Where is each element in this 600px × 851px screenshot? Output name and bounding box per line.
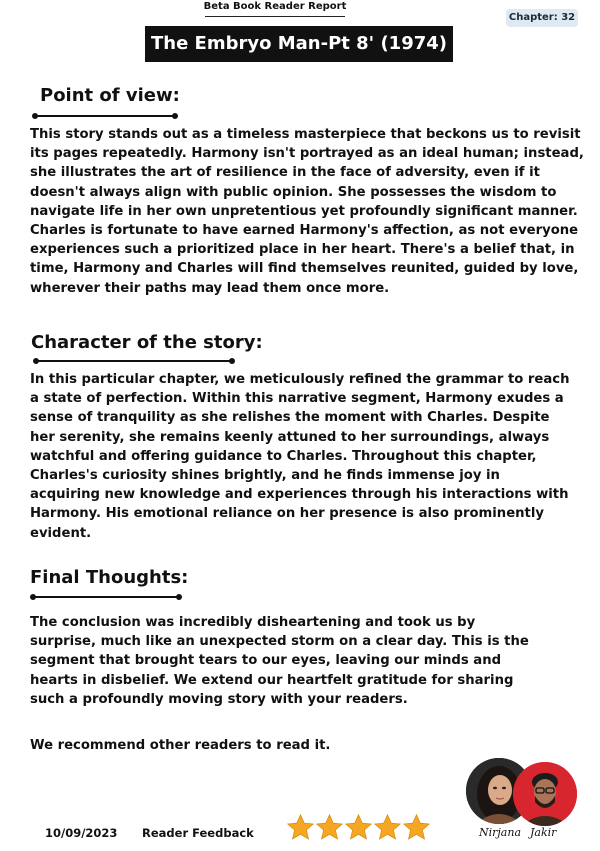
paragraph-character: In this particular chapter, we meticulously refined the grammar to reach a state of perfection. Within this narrative segment, Harmony exudes a sense of tranquility as she relishes the moment with Charles. Despite her serenity, she remains keenly attuned to her surroundings, always watchful and offering guidance to Charles. Throughout this chapter, Charles's curiosity shines brightly, and he finds immense joy in acquiring new knowledge and experiences through his interactions with Harmony. His emotional reliance on her presence is also prominently evident. (30, 372, 570, 541)
chapter-badge: Chapter: 32 (506, 9, 578, 27)
star-icon (344, 813, 373, 842)
divider-character (35, 360, 233, 362)
divider-final-thoughts (32, 596, 180, 598)
star-icon (315, 813, 344, 842)
heading-final-thoughts: Final Thoughts: (30, 567, 189, 588)
heading-character: Character of the story: (31, 332, 263, 353)
reviewer-name-jakir: Jakir (530, 826, 557, 839)
reviewer-name-nirjana: Nirjana (479, 826, 522, 839)
paragraph-point-of-view: This story stands out as a timeless masterpiece that beckons us to revisit its pages repeatedly. Harmony isn't portrayed as an ideal human; instead, she illustrates the art of resilience in the face of adversity, even if it doesn't always align with public opinion. She possesses the wisdom to navigate life in her own unpretentious yet profoundly significant manner. Charles is fortunate to have earned Harmony's affection, as not everyone experiences such a prioritized place in her heart. There's a belief that, in time, Harmony and Charles will find themselves reunited, guided by love, wherever their paths may lead them once more. (30, 127, 584, 296)
report-date: 10/09/2023 (45, 826, 118, 840)
heading-point-of-view: Point of view: (40, 85, 180, 106)
page-title: The Embryo Man-Pt 8' (1974) (145, 26, 453, 62)
divider-point-of-view (34, 115, 176, 117)
paragraph-final-thoughts: The conclusion was incredibly disheartening and took us by surprise, much like an unexpected storm on a clear day. This is the segment that brought tears to our eyes, leaving our minds and hearts in disbelief. We extend our heartfelt gratitude for sharing such a profoundly moving story with your readers. (30, 615, 529, 707)
recommendation-text: We recommend other readers to read it. (30, 738, 331, 753)
person-male-icon (513, 762, 577, 826)
star-icon (286, 813, 315, 842)
avatar-jakir (513, 762, 577, 826)
star-rating (286, 813, 432, 845)
star-icon (373, 813, 402, 842)
star-icon (402, 813, 431, 842)
reader-feedback-label: Reader Feedback (142, 826, 254, 840)
report-label-underline (205, 16, 345, 17)
report-label: Beta Book Reader Report (203, 1, 347, 12)
